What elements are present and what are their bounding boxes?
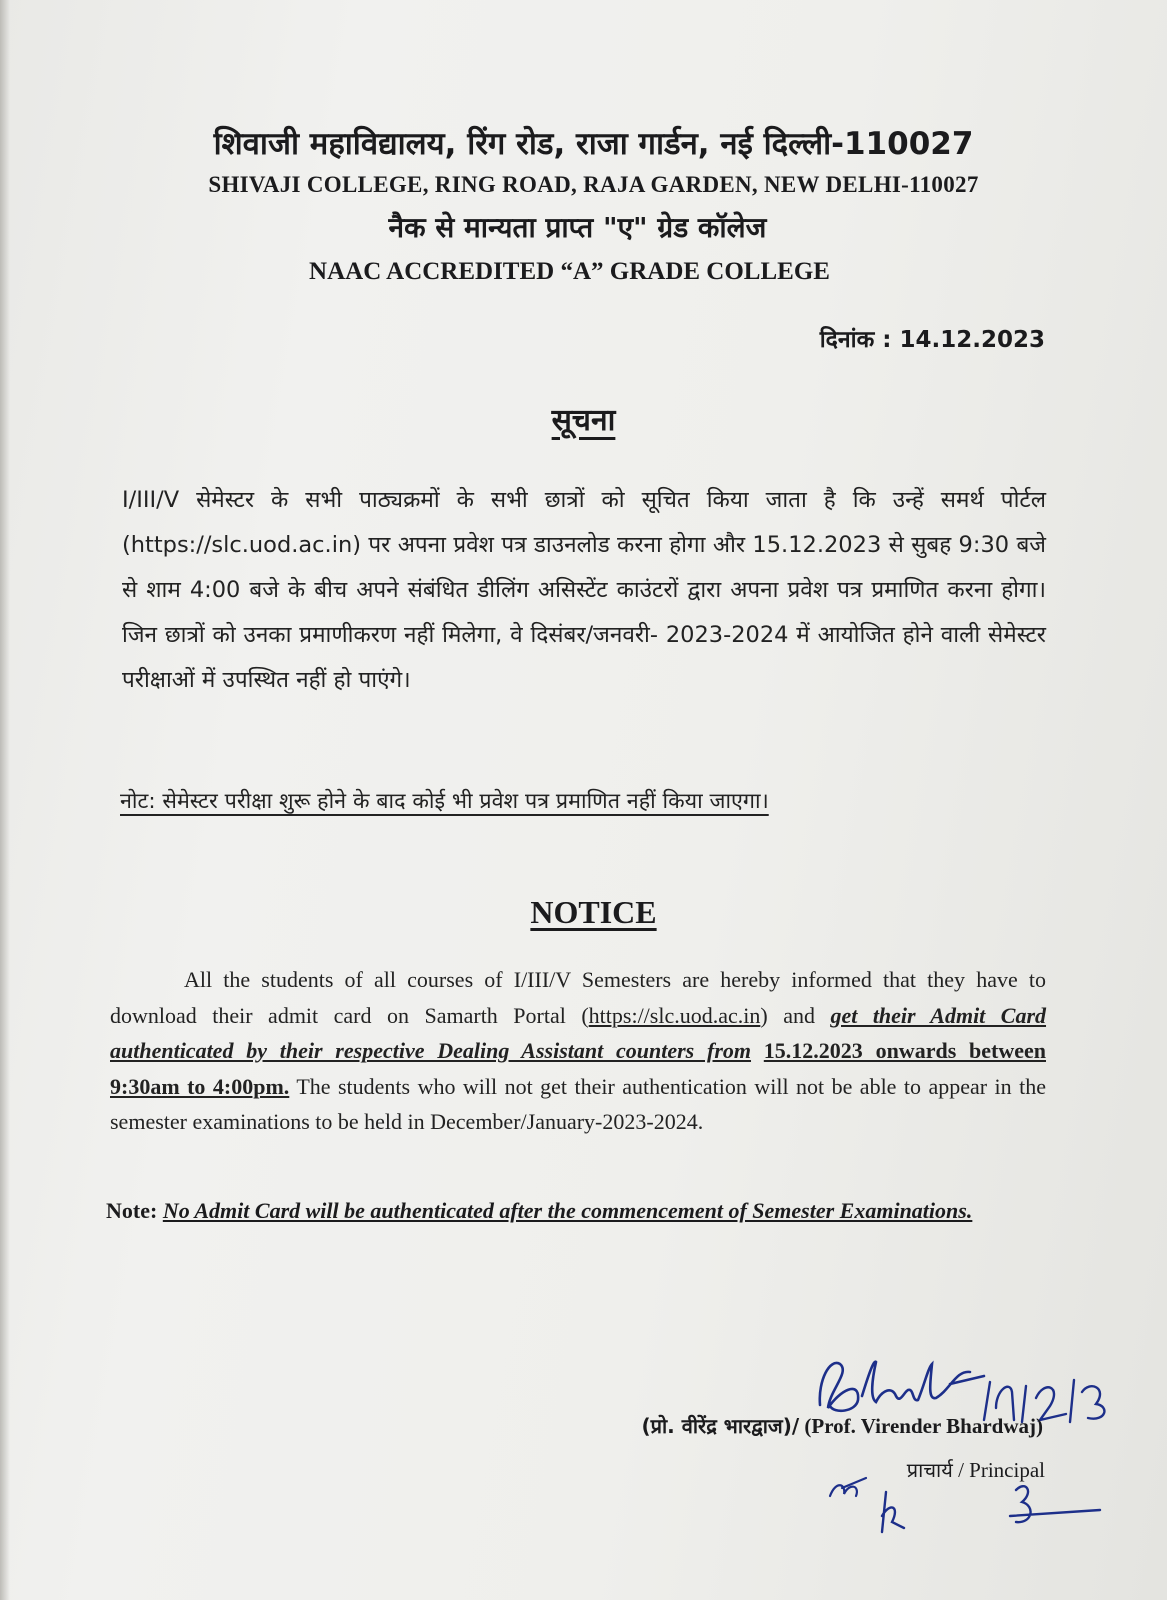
portal-link: https://slc.uod.ac.in xyxy=(588,1002,761,1028)
date-value: 14.12.2023 xyxy=(899,327,1045,353)
note-text: No Admit Card will be authenticated after the commencement of Semester Examinations. xyxy=(162,1198,973,1223)
body-text-3: The students who will not get their authentication will not be able to appear in the semester examinations to be held in December/January-2023-2024. xyxy=(110,1073,1046,1134)
note-label: Note: xyxy=(106,1198,158,1223)
handwritten-initials xyxy=(820,1466,1120,1556)
body-text-2: ) and xyxy=(760,1002,831,1028)
college-name-hindi: शिवाजी महाविद्यालय, रिंग रोड, राजा गार्डन, नई दिल्ली-110027 xyxy=(213,126,974,162)
note-english xyxy=(106,1194,1046,1228)
notice-title-english: NOTICE xyxy=(530,894,657,930)
body-text-1: All the students of all courses of I/III/V Semesters are hereby informed that they have to download their admit card on Samarth Portal ( xyxy=(110,967,1046,1028)
signatory-name xyxy=(641,1412,1043,1439)
notice-date xyxy=(820,322,1045,354)
note-hindi: नोट: सेमेस्टर परीक्षा शुरू होने के बाद कोई भी प्रवेश पत्र प्रमाणित नहीं किया जाएगा। xyxy=(120,789,769,814)
notice-body-hindi: I/III/V सेमेस्टर के सभी पाठ्यक्रमों के सभी छात्रों को सूचित किया जाता है कि उन्हें समर्थ पोर्टल (https://slc.uod.ac.in) पर अपना प्रवेश पत्र डाउनलोड करना होगा और 15.12.2023 से सुबह 9:30 बजे से शाम 4:00 बजे के बीच अपने संबंधित डीलिंग असिस्टेंट काउंटरों द्वारा अपना प्रवेश पत्र प्रमाणित करना होगा। जिन छात्रों को उनका प्रमाणीकरण नहीं मिलेगा, वे दिसंबर/जनवरी- 2023-2024 में आयोजित होने वाली सेमेस्टर परीक्षाओं में उपस्थित नहीं हो पाएंगे। xyxy=(122,487,1046,693)
college-name-english: SHIVAJI COLLEGE, RING ROAD, RAJA GARDEN, NEW DELHI-110027 xyxy=(208,172,979,197)
signatory-role-english: / Principal xyxy=(952,1458,1045,1482)
accreditation-hindi: नैक से मान्यता प्राप्त "ए" ग्रेड कॉलेज xyxy=(388,211,767,244)
signatory-role-hindi: प्राचार्य xyxy=(906,1458,953,1482)
body-emphasis-bold: 15.12.2023 onwards between 9:30am to 4:00pm. xyxy=(110,1038,1046,1099)
accreditation-english: NAAC ACCREDITED “A” GRADE COLLEGE xyxy=(309,258,830,285)
signatory-name-hindi: (प्रो. वीरेंद्र भारद्वाज)/ xyxy=(641,1414,800,1438)
date-label: दिनांक : xyxy=(819,327,892,353)
notice-body-english xyxy=(110,962,1046,1140)
notice-title-hindi: सूचना xyxy=(551,403,616,438)
body-emphasis-italic: get their Admit Card authenticated by their respective Dealing Assistant counters from xyxy=(110,1002,1047,1063)
signatory-name-english: (Prof. Virender Bhardwaj) xyxy=(799,1414,1043,1438)
